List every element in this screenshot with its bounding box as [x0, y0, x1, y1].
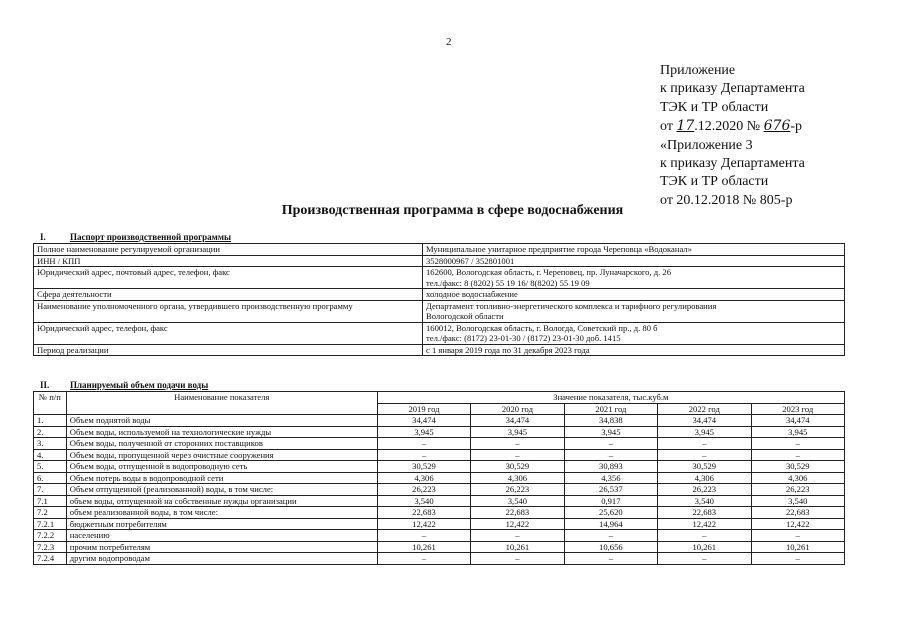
row-name: бюджетным потребителям [66, 518, 377, 530]
row-value: 30,529 [377, 461, 470, 473]
passport-value-line: Муниципальное унитарное предприятие города Череповца «Водоканал» [426, 244, 692, 254]
passport-value [423, 289, 845, 301]
order-suffix: -р [790, 119, 803, 135]
row-value: – [658, 449, 751, 461]
row-value: 12,422 [377, 518, 470, 530]
passport-label: Юридический адрес, телефон, факс [34, 322, 423, 344]
table-row [34, 461, 845, 473]
row-value: 10,261 [658, 541, 751, 553]
passport-label: Период реализации [34, 344, 423, 356]
row-number: 7.2.3 [34, 541, 67, 553]
column-header-value: Значение показателя, тыс.куб.м [377, 392, 844, 404]
row-name: Объем воды, полученной от сторонних поставщиков [66, 438, 377, 450]
row-value: 12,422 [751, 518, 844, 530]
row-value: 22,683 [471, 507, 564, 519]
section-1-heading [40, 232, 231, 242]
row-value: 3,540 [377, 495, 470, 507]
row-number: 2. [34, 426, 67, 438]
row-number: 7.2 [34, 507, 67, 519]
passport-value-line: Вологодской области [426, 311, 504, 321]
row-number: 7.2.2 [34, 530, 67, 542]
row-name: другим водопроводам [66, 553, 377, 565]
table-row [34, 530, 845, 542]
passport-value [423, 267, 845, 289]
row-value: – [377, 553, 470, 565]
year-header: 2019 год [377, 403, 470, 415]
row-value: 12,422 [658, 518, 751, 530]
section-title: Паспорт производственной программы [70, 232, 231, 242]
appendix-line: «Приложение 3 [660, 137, 753, 153]
passport-value [423, 300, 845, 322]
section-number: II. [40, 380, 50, 390]
row-value: 34,474 [751, 415, 844, 427]
row-value: 30,529 [658, 461, 751, 473]
row-name: Объем воды, используемой на технологические нужды [66, 426, 377, 438]
passport-value-line: холодное водоснабжение [426, 289, 518, 299]
row-value: – [471, 553, 564, 565]
year-header: 2023 год [751, 403, 844, 415]
row-value: 26,223 [751, 484, 844, 496]
passport-row [34, 289, 845, 301]
row-value: 0,917 [564, 495, 657, 507]
row-name: Объем поднятой воды [66, 415, 377, 427]
passport-row [34, 267, 845, 289]
row-name: населению [66, 530, 377, 542]
row-value: – [471, 449, 564, 461]
passport-row [34, 344, 845, 356]
row-value: – [564, 438, 657, 450]
year-header: 2021 год [564, 403, 657, 415]
row-value: – [564, 449, 657, 461]
row-value: – [751, 438, 844, 450]
row-value: 30,529 [471, 461, 564, 473]
appendix-header [660, 62, 805, 210]
row-value: – [658, 553, 751, 565]
section-title: Планируемый объем подачи воды [70, 380, 209, 390]
row-value: – [751, 530, 844, 542]
row-value: 3,945 [751, 426, 844, 438]
row-number: 7. [34, 484, 67, 496]
row-value: 12,422 [471, 518, 564, 530]
row-value: 3,945 [377, 426, 470, 438]
row-value: 10,656 [564, 541, 657, 553]
table-row [34, 507, 845, 519]
page-number: 2 [446, 36, 452, 48]
row-value: – [658, 530, 751, 542]
passport-value-line: тел./факс: (8172) 23-01-30 / (8172) 23-01-30 доб. 1415 [426, 333, 621, 343]
passport-value-line: с 1 января 2019 года по 31 декабря 2023 года [426, 344, 590, 355]
row-value: 34,474 [377, 415, 470, 427]
appendix-line: Приложение [660, 63, 736, 78]
water-volume-table [33, 391, 845, 565]
column-header-name: Наименование показателя [66, 392, 377, 415]
appendix-line: ТЭК и ТР области [660, 99, 769, 115]
order-date: .12.2020 № [694, 119, 761, 135]
passport-table [33, 243, 845, 356]
row-number: 4. [34, 449, 67, 461]
year-header: 2020 год [471, 403, 564, 415]
passport-row [34, 300, 845, 322]
row-value: – [377, 449, 470, 461]
row-value: – [751, 449, 844, 461]
row-value: – [658, 438, 751, 450]
appendix-line: к приказу Департамента [660, 81, 805, 97]
row-value: 34,474 [658, 415, 751, 427]
row-name: Объем воды, отпущенной в водопроводную сеть [66, 461, 377, 473]
table-row [34, 415, 845, 427]
appendix-order-line [660, 117, 805, 136]
table-row [34, 426, 845, 438]
passport-row [34, 244, 845, 256]
row-value: 10,261 [471, 541, 564, 553]
table-row [34, 449, 845, 461]
row-value: 4,306 [751, 472, 844, 484]
row-name: Объем отпущенной (реализованной) воды, в том числе: [66, 484, 377, 496]
row-value: 26,537 [564, 484, 657, 496]
row-value: 4,306 [471, 472, 564, 484]
row-value: – [751, 553, 844, 565]
row-value: – [377, 530, 470, 542]
passport-value-line: Департамент топливно-энергетического комплекса и тарифного регулирования [426, 300, 717, 311]
row-value: 3,540 [658, 495, 751, 507]
row-value: 3,540 [751, 495, 844, 507]
row-name: объем реализованной воды, в том числе: [66, 507, 377, 519]
row-value: 3,945 [658, 426, 751, 438]
appendix-line: ТЭК и ТР области [660, 174, 769, 190]
row-number: 7.2.4 [34, 553, 67, 565]
row-name: Объем воды, пропущенной через очистные сооружения [66, 449, 377, 461]
passport-value-line: 3528000967 / 352801001 [426, 255, 515, 266]
row-value: 30,529 [751, 461, 844, 473]
row-value: 3,945 [471, 426, 564, 438]
row-name: объем воды, отпущенной на собственные нужды организации [66, 495, 377, 507]
row-value: – [471, 530, 564, 542]
passport-value [423, 344, 845, 356]
table-row [34, 484, 845, 496]
row-number: 7.1 [34, 495, 67, 507]
row-value: 34,838 [564, 415, 657, 427]
passport-value-line: тел./факс: 8 (8202) 55 19 16/ 8(8202) 55 19 09 [426, 277, 590, 288]
table-row [34, 553, 845, 565]
row-value: – [564, 553, 657, 565]
table-row [34, 518, 845, 530]
row-value: 26,223 [471, 484, 564, 496]
row-value: 3,945 [564, 426, 657, 438]
passport-value-line: 160012, Вологодская область, г. Вологда, Советский пр., д. 80 б [426, 322, 658, 333]
row-value: 4,306 [658, 472, 751, 484]
row-value: 10,261 [377, 541, 470, 553]
table-row [34, 541, 845, 553]
row-value: 34,474 [471, 415, 564, 427]
row-number: 7.2.1 [34, 518, 67, 530]
row-name: прочим потребителям [66, 541, 377, 553]
row-value: 4,306 [377, 472, 470, 484]
year-header: 2022 год [658, 403, 751, 415]
section-number: I. [40, 232, 46, 242]
row-value: 10,261 [751, 541, 844, 553]
passport-value [423, 244, 845, 256]
row-name: Объем потерь воды в водопроводной сети [66, 472, 377, 484]
appendix-line: к приказу Департамента [660, 156, 805, 172]
row-value: 4,356 [564, 472, 657, 484]
passport-row [34, 322, 845, 344]
row-value: 22,683 [658, 507, 751, 519]
row-value: 25,620 [564, 507, 657, 519]
handwritten-day: 17 [676, 118, 695, 135]
row-value: 22,683 [751, 507, 844, 519]
handwritten-number: 676 [763, 118, 791, 135]
passport-label: ИНН / КПП [34, 255, 423, 267]
row-value: – [377, 438, 470, 450]
passport-label: Наименование уполномоченного органа, утвердившего производственную программу [34, 300, 423, 322]
row-value: – [471, 438, 564, 450]
row-value: 22,683 [377, 507, 470, 519]
passport-label: Юридический адрес, почтовый адрес, телефон, факс [34, 267, 423, 289]
appendix-line: от 20.12.2018 № 805-р [660, 192, 793, 208]
row-value: – [564, 530, 657, 542]
column-header-number: № п/п [34, 392, 67, 415]
table-row [34, 472, 845, 484]
section-2-heading [40, 380, 208, 390]
passport-value [423, 255, 845, 267]
row-number: 5. [34, 461, 67, 473]
row-value: 14,964 [564, 518, 657, 530]
row-value: 3,540 [471, 495, 564, 507]
table-row [34, 495, 845, 507]
passport-label: Сфера деятельности [34, 289, 423, 301]
order-prefix: от [660, 119, 673, 135]
document-title: Производственная программа в сфере водоснабжения [281, 203, 624, 218]
passport-value [423, 322, 845, 344]
table-row [34, 438, 845, 450]
row-value: 26,223 [377, 484, 470, 496]
passport-row [34, 255, 845, 267]
passport-label: Полное наименование регулируемой организации [34, 244, 423, 256]
passport-value-line: 162600, Вологодская область, г. Череповец, пр. Луначарского, д. 26 [426, 267, 672, 277]
row-number: 6. [34, 472, 67, 484]
row-value: 30,893 [564, 461, 657, 473]
row-number: 3. [34, 438, 67, 450]
row-value: 26,223 [658, 484, 751, 496]
row-number: 1. [34, 415, 67, 427]
